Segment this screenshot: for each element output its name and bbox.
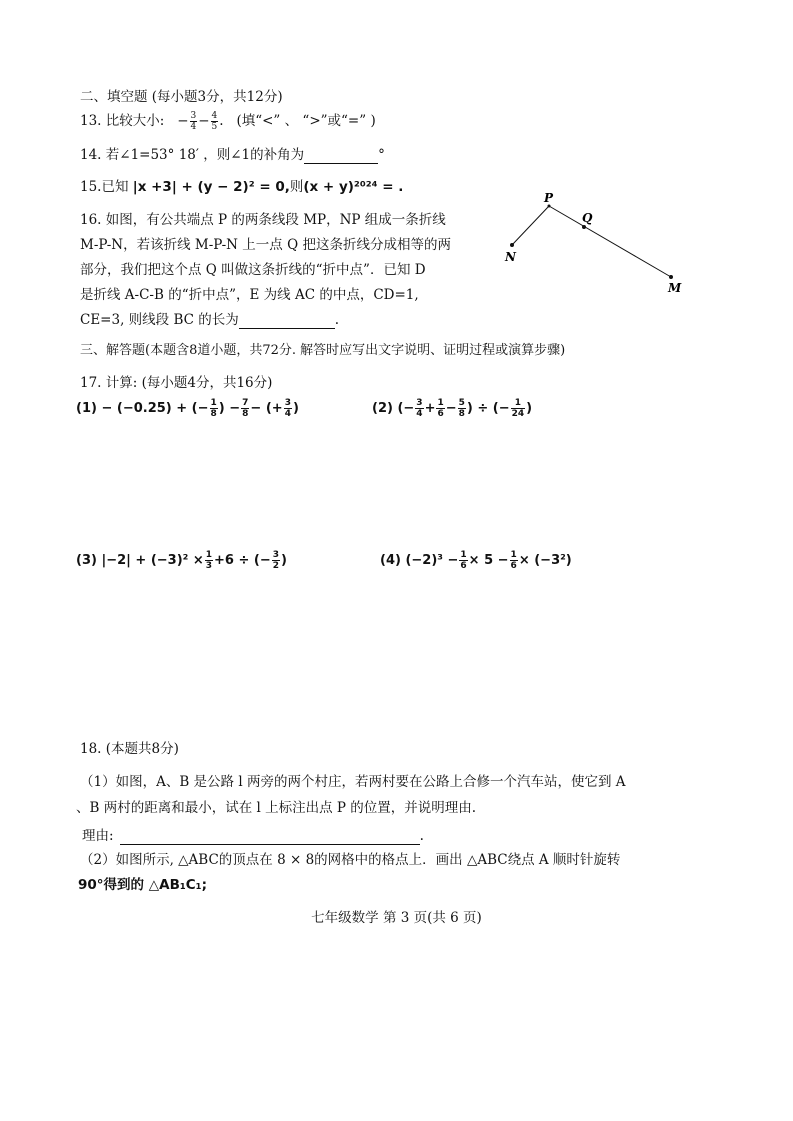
q15-label: 15.已知 — [80, 179, 129, 195]
q14-answer-blank[interactable] — [304, 149, 378, 164]
label-m: M — [668, 281, 682, 295]
q13-hint: (填“<” 、 “>”或“=” ) — [236, 113, 376, 129]
q17-title: 17. 计算: (每小题4分，共16分) — [80, 375, 273, 391]
q14-degree-sign: ° — [378, 147, 385, 163]
q15-expression-2: (x + y)²⁰²⁴ = . — [303, 179, 404, 195]
segment-np — [512, 206, 549, 245]
q15-mid: 则 — [289, 179, 304, 195]
q17-p2-frac-3 — [458, 398, 466, 419]
q13-minus: − — [198, 113, 210, 129]
q17-p1-part-b: ) − — [218, 401, 241, 416]
q18-reason-end: . — [419, 828, 424, 844]
question-13 — [80, 111, 376, 132]
q18-reason-label: 理由: — [82, 828, 114, 844]
q17-p4-part-b: × 5 − — [468, 553, 509, 568]
q16-line-4: 是折线 A-C-B 的“折中点”，E 为线 AC 的中点，CD=1, — [80, 287, 419, 303]
num: 1 — [460, 550, 467, 560]
q17-p3-frac-1 — [205, 550, 213, 571]
q16-last-text: CE=3, 则线段 BC 的长为 — [80, 312, 239, 328]
q17-p4-part-c: × (−3²) — [518, 553, 572, 568]
q17-p2-frac-4 — [511, 398, 526, 419]
q17-problem-4 — [380, 550, 572, 571]
q13-f2-den: 5 — [211, 122, 218, 132]
segment-pm — [549, 206, 671, 277]
label-p: P — [544, 191, 554, 205]
den: 24 — [511, 409, 525, 419]
q15-expression: |x +3| + (y − 2)² = 0, — [132, 179, 290, 195]
num: 3 — [416, 398, 423, 408]
q17-p1-part-a: (1) − (−0.25) + (− — [76, 401, 209, 416]
section-2-heading: 二、填空题 (每小题3分，共12分) — [80, 89, 283, 105]
q17-p1-part-d: ) — [292, 401, 299, 416]
q17-problem-1 — [76, 398, 299, 419]
q17-p4-part-a: (4) (−2)³ − — [380, 553, 459, 568]
num: 5 — [458, 398, 465, 408]
q16-line-3: 部分，我们把这个点 Q 叫做这条折线的“折中点”．已知 D — [80, 262, 426, 278]
q17-p1-part-c: − (+ — [250, 401, 283, 416]
den: 4 — [416, 409, 423, 419]
den: 6 — [460, 561, 467, 571]
q17-p1-frac-3 — [284, 398, 292, 419]
q18-line-3: （2）如图所示, △ABC的顶点在 8 × 8的网格中的格点上．画出 △ABC绕点 A 顺时针旋转 — [80, 852, 621, 868]
q13-f1-num: 3 — [190, 111, 197, 121]
question-15 — [80, 178, 403, 196]
num: 1 — [437, 398, 444, 408]
num: 1 — [210, 398, 217, 408]
q17-p2-part-d: ) ÷ (− — [466, 401, 510, 416]
den: 2 — [272, 561, 280, 571]
den: 3 — [205, 561, 213, 571]
q13-fraction-1 — [190, 111, 198, 132]
num: 1 — [511, 398, 526, 409]
q16-line-5 — [80, 311, 339, 329]
num: 1 — [510, 550, 517, 560]
q18-line-4: 90°得到的 △AB₁C₁; — [78, 877, 207, 893]
q13-label: 13. 比较大小: — [80, 113, 165, 129]
q17-p1-frac-2 — [241, 398, 249, 419]
q17-p3-frac-2 — [272, 550, 280, 571]
den: 8 — [242, 409, 249, 419]
q17-p3-part-c: ) — [281, 553, 287, 568]
q17-p3-part-a: (3) |−2| + (−3)² × — [76, 553, 204, 568]
num: 1 — [205, 550, 213, 560]
label-n: N — [505, 250, 516, 264]
den: 8 — [210, 409, 217, 419]
q13-f2-num: 4 — [211, 111, 218, 121]
q13-neg-sign: − — [177, 113, 189, 129]
section-3-heading: 三、解答题(本题含8道小题，共72分. 解答时应写出文字说明、证明过程或演算步骤) — [80, 343, 566, 358]
den: 4 — [284, 409, 291, 419]
den: 6 — [437, 409, 444, 419]
label-q: Q — [582, 211, 593, 225]
q17-p4-frac-2 — [510, 550, 518, 571]
num: 7 — [242, 398, 249, 408]
q17-p2-frac-1 — [415, 398, 423, 419]
den: 8 — [458, 409, 465, 419]
q14-text: 14. 若∠1=53° 18′ ，则∠1的补角为 — [80, 147, 305, 163]
page-footer: 七年级数学 第 3 页(共 6 页) — [311, 910, 482, 926]
q17-problem-3 — [76, 550, 287, 571]
q17-p2-part-e: ) — [526, 401, 533, 416]
q18-reason-blank[interactable] — [120, 830, 420, 845]
num: 3 — [272, 550, 280, 560]
q17-problem-2 — [372, 398, 532, 419]
q17-p2-frac-2 — [436, 398, 444, 419]
q13-fraction-2 — [211, 111, 219, 132]
q17-p1-frac-1 — [210, 398, 218, 419]
question-14 — [80, 146, 385, 164]
q18-title: 18. (本题共8分) — [80, 741, 179, 757]
q13-dot: . — [219, 113, 224, 129]
num: 3 — [284, 398, 291, 408]
q16-polyline-figure — [500, 188, 700, 298]
point-n-dot — [510, 243, 514, 247]
q18-reason-line — [82, 827, 424, 845]
point-q-dot — [582, 225, 586, 229]
q16-line-1: 16. 如图，有公共端点 P 的两条线段 MP，NP 组成一条折线 — [80, 212, 446, 228]
q17-p4-frac-1 — [459, 550, 467, 571]
q17-p2-part-c: − — [445, 401, 457, 416]
q17-p3-part-b: +6 ÷ (− — [214, 553, 271, 568]
q16-answer-blank[interactable] — [239, 314, 335, 329]
q17-p2-part-b: + — [424, 401, 436, 416]
q16-line-2: M-P-N，若该折线 M-P-N 上一点 Q 把这条折线分成相等的两 — [80, 237, 451, 253]
q18-line-1: （1）如图，A、B 是公路 l 两旁的两个村庄，若两村要在公路上合修一个汽车站，使它到 A — [80, 774, 626, 790]
q18-line-2: 、B 两村的距离和最小，试在 l 上标注出点 P 的位置，并说明理由. — [76, 800, 477, 816]
q16-end: . — [334, 312, 340, 328]
den: 6 — [510, 561, 517, 571]
point-m-dot — [669, 275, 673, 279]
q17-p2-part-a: (2) (− — [372, 401, 415, 416]
q13-f1-den: 4 — [190, 122, 197, 132]
